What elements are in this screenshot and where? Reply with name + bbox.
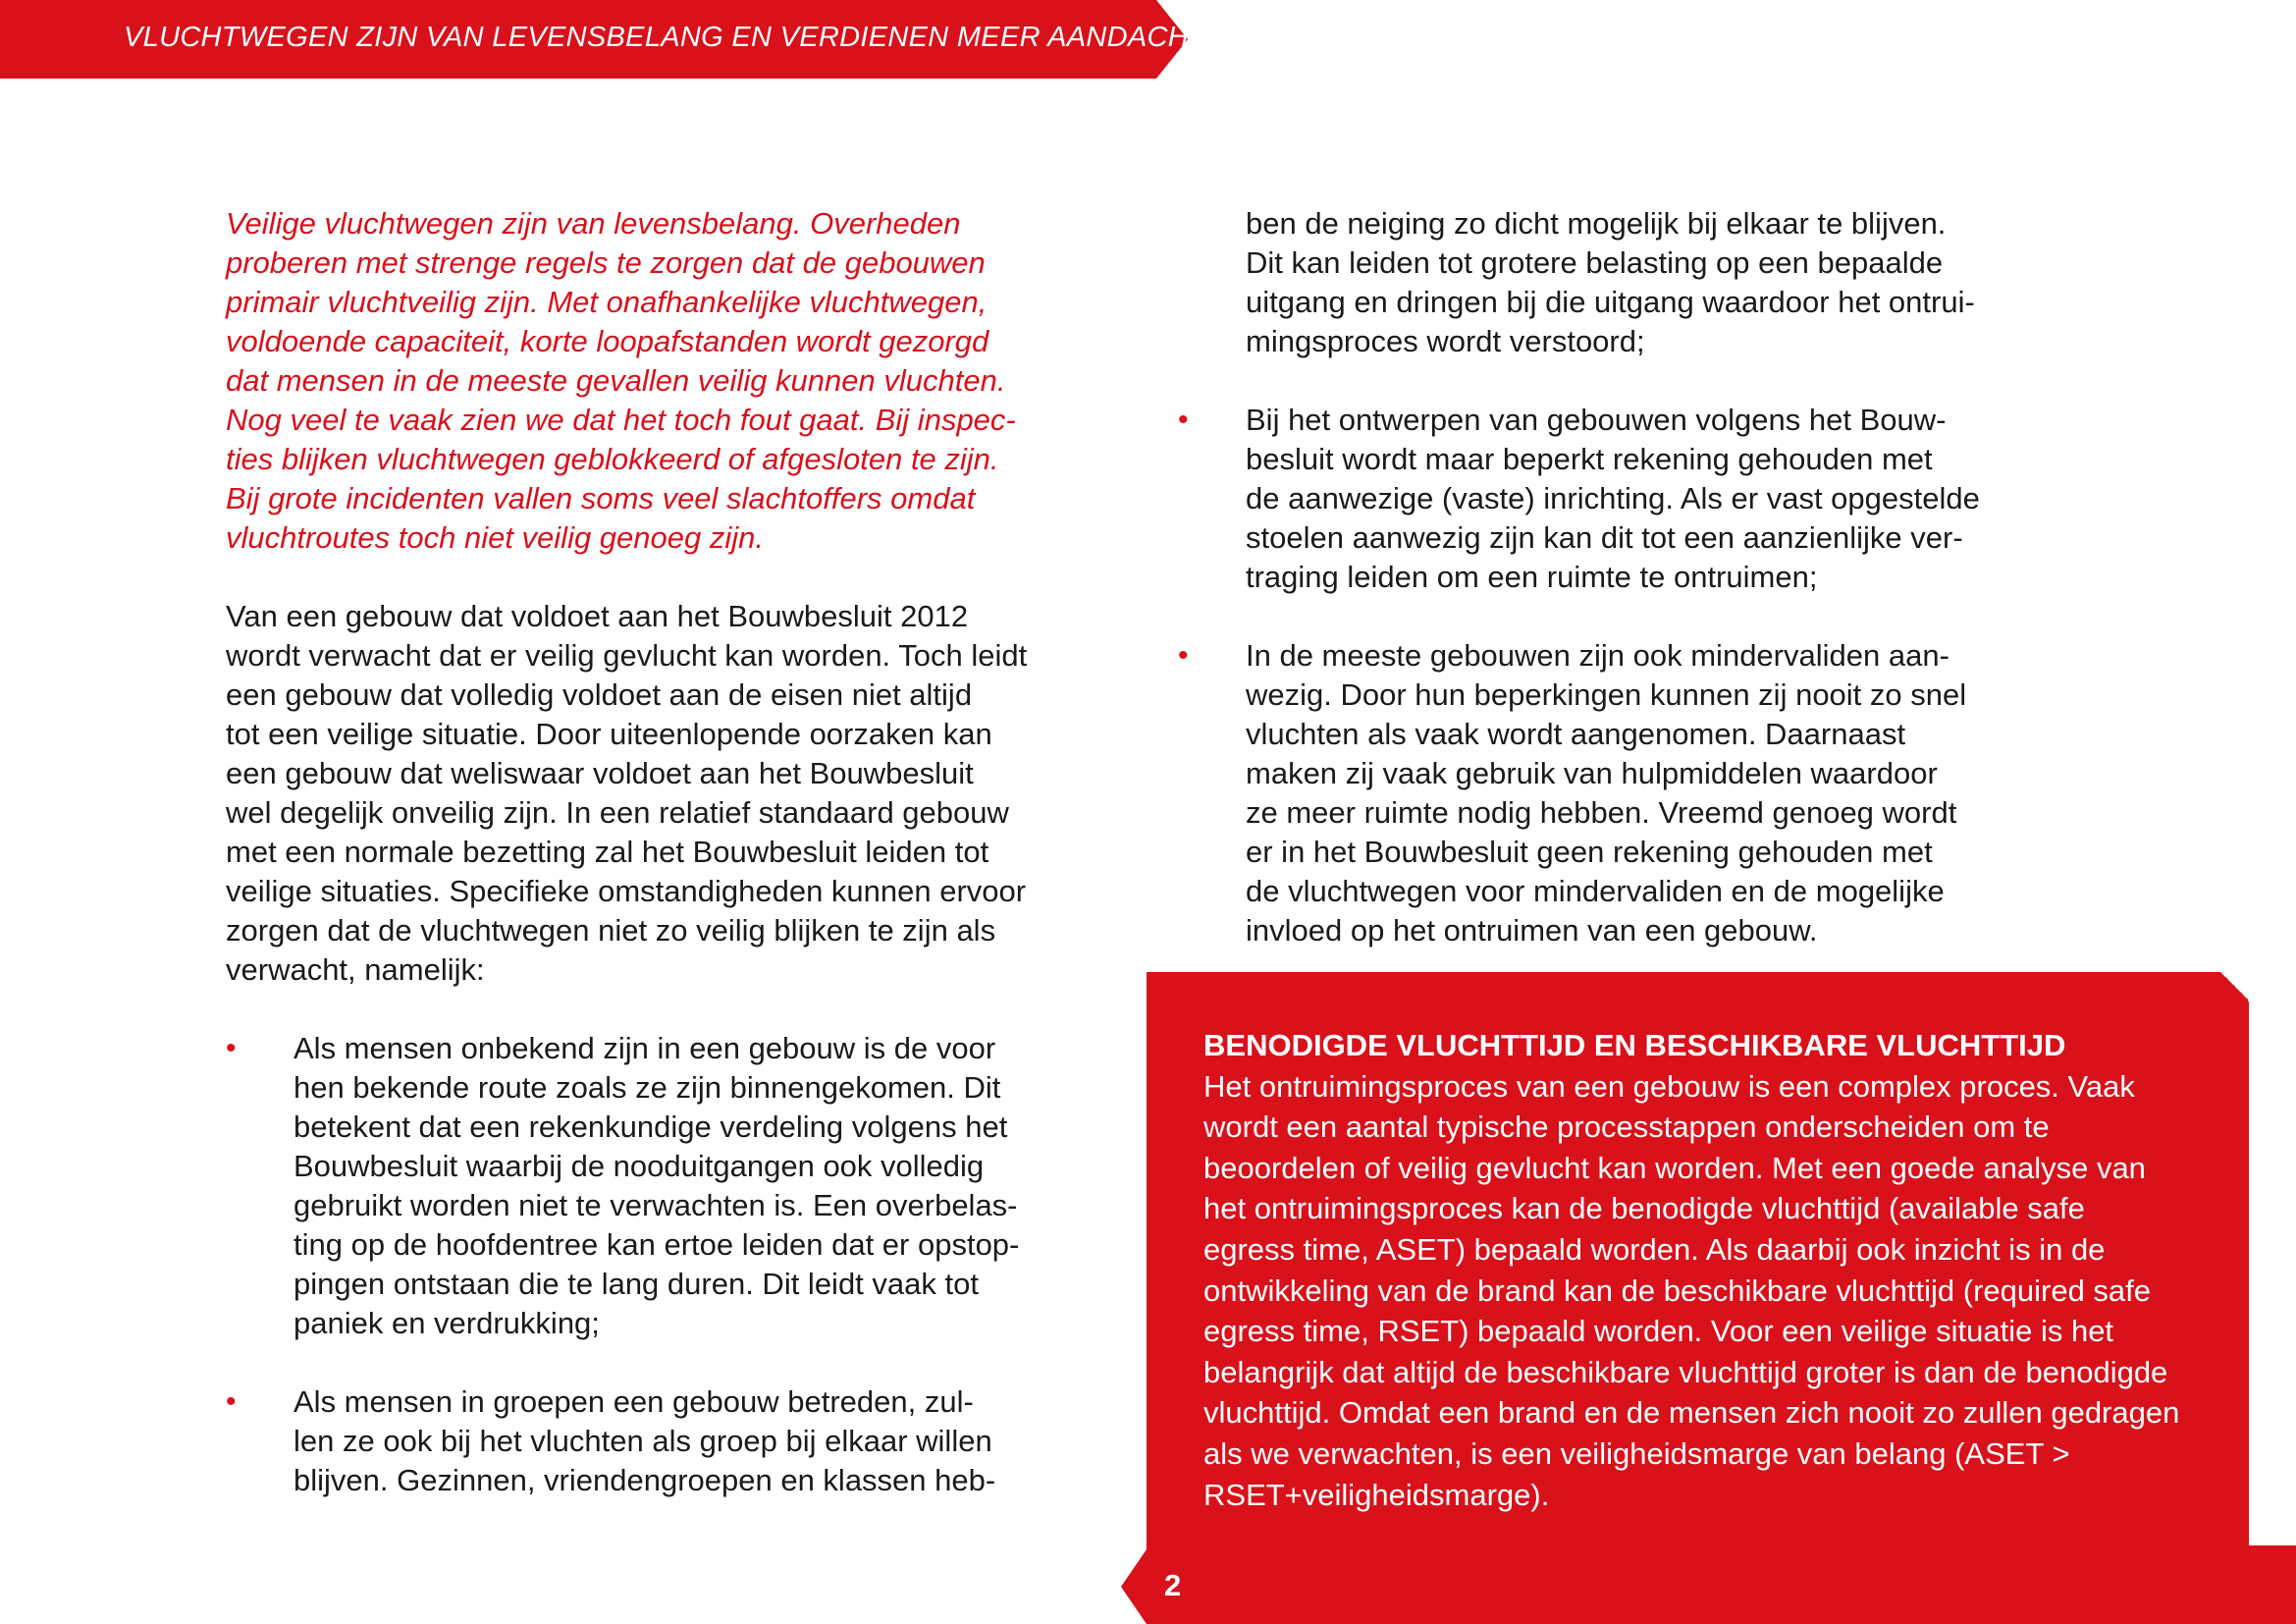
bullet-icon: •: [226, 1385, 237, 1418]
left-column: [226, 204, 1070, 1500]
bullet-icon: •: [226, 1032, 237, 1064]
list-item: [226, 1382, 1070, 1500]
info-box-text: Het ontruimingsproces van een gebouw is een complex proces. Vaak wordt een aantal typische processtappen onderscheiden om te beoordelen of veilig gevlucht kan worden. Met een goede analyse van het ontruimingsproces kan de benodigde vluchttijd (available safe egress time, ASET) bepaald worden. Als daarbij ook inzicht is in de ontwikkeling van de brand kan de beschikbare vluchttijd (required safe egress time, RSET) bepaald worden. Voor een veilige situatie is het belangrijk dat altijd de beschikbare vluchttijd groter is dan de benodigde vluchttijd. Omdat een brand en de mensen zich nooit zo zullen gedragen als we verwachten, is een veiligheidsmarge van belang (ASET > RSET+veiligheidsmarge).: [1203, 1068, 2180, 1512]
body-paragraph: Van een gebouw dat voldoet aan het Bouwbesluit 2012 wordt verwacht dat er veilig gevlucht kan worden. Toch leidt een gebouw dat volledig voldoet aan de eisen niet altijd tot een veilige situatie. Door uiteenlopende oorzaken kan een gebouw dat weliswaar voldoet aan het Bouwbesluit wel degelijk onveilig zijn. In een relatief standaard gebouw met een normale bezetting zal het Bouwbesluit leiden tot veilige situaties. Specifieke omstandigheden kunnen ervoor zorgen dat de vluchtwegen niet zo veilig blijken te zijn als verwacht, namelijk:: [226, 599, 1028, 987]
info-box-title: BENODIGDE VLUCHTTIJD EN BESCHIKBARE VLUCHTTIJD: [1203, 1028, 2066, 1062]
list-item-text: In de meeste gebouwen zijn ook mindervaliden aan- wezig. Door hun beperkingen kunnen zij nooit zo snel vluchten als vaak wordt aangenomen. Daarnaast maken zij vaak gebruik van hulpmiddelen waardoor ze meer ruimte nodig hebben. Vreemd genoeg wordt er in het Bouwbesluit geen rekening gehouden met de vluchtwegen voor mindervaliden en de mogelijke invloed op het ontruimen van een gebouw.: [1246, 638, 1967, 947]
info-box-notch: [2248, 972, 2296, 1001]
list-item-continuation: ben de neiging zo dicht mogelijk bij elkaar te blijven. Dit kan leiden tot grotere belasting op een bepaalde uitgang en dringen bij die uitgang waardoor het ontrui- mingsproces wordt verstoord;: [1246, 206, 1975, 358]
page-number: 2: [1164, 1568, 1182, 1602]
paragraph-gap: [1178, 597, 2042, 636]
right-column: [1178, 204, 2042, 950]
list-item-text: Bij het ontwerpen van gebouwen volgens het Bouw- besluit wordt maar beperkt rekening gehouden met de aanwezige (vaste) inrichting. Als er vast opgestelde stoelen aanwezig zijn kan dit tot een aanzienlijke ver- traging leiden om een ruimte te ontruimen;: [1246, 403, 1980, 594]
info-box-content: [1203, 1025, 2215, 1515]
bullet-icon: •: [1178, 639, 1189, 672]
bullet-icon: •: [1178, 404, 1189, 436]
paragraph-gap: [226, 990, 1070, 1029]
paragraph-gap: [226, 1343, 1070, 1382]
list-item: [1178, 401, 2042, 597]
paragraph-gap: [226, 558, 1070, 597]
list-item: [226, 1029, 1070, 1343]
list-item-text: Als mensen in groepen een gebouw betreden, zul- len ze ook bij het vluchten als groep bij elkaar willen blijven. Gezinnen, vriendengroepen en klassen heb-: [294, 1384, 996, 1497]
list-item: [1178, 636, 2042, 950]
footer-strip: [2248, 1545, 2296, 1624]
list-item-text: Als mensen onbekend zijn in een gebouw is de voor hen bekende route zoals ze zijn binnengekomen. Dit betekent dat een rekenkundige verdeling volgens het Bouwbesluit waarbij de nooduitgangen ook volledig gebruikt worden niet te verwachten is. Een overbelas- ting op de hoofdentree kan ertoe leiden dat er opstop- pingen ontstaan die te lang duren. Dit leidt vaak tot paniek en verdrukking;: [294, 1031, 1020, 1340]
page-header-title: VLUCHTWEGEN ZIJN VAN LEVENSBELANG EN VERDIENEN MEER AANDACHT: [124, 22, 1207, 53]
info-box-corner: [2220, 972, 2250, 1001]
paragraph-gap: [1178, 361, 2042, 401]
intro-paragraph: Veilige vluchtwegen zijn van levensbelang. Overheden proberen met strenge regels te zorgen dat de gebouwen primair vluchtveilig zijn. Met onafhankelijke vluchtwegen, voldoende capaciteit, korte loopafstanden wordt gezorgd dat mensen in de meeste gevallen veilig kunnen vluchten. Nog veel te vaak zien we dat het toch fout gaat. Bij inspec- ties blijken vluchtwegen geblokkeerd of afgesloten te zijn. Bij grote incidenten vallen soms veel slachtoffers omdat vluchtroutes toch niet veilig genoeg zijn.: [226, 206, 1016, 555]
